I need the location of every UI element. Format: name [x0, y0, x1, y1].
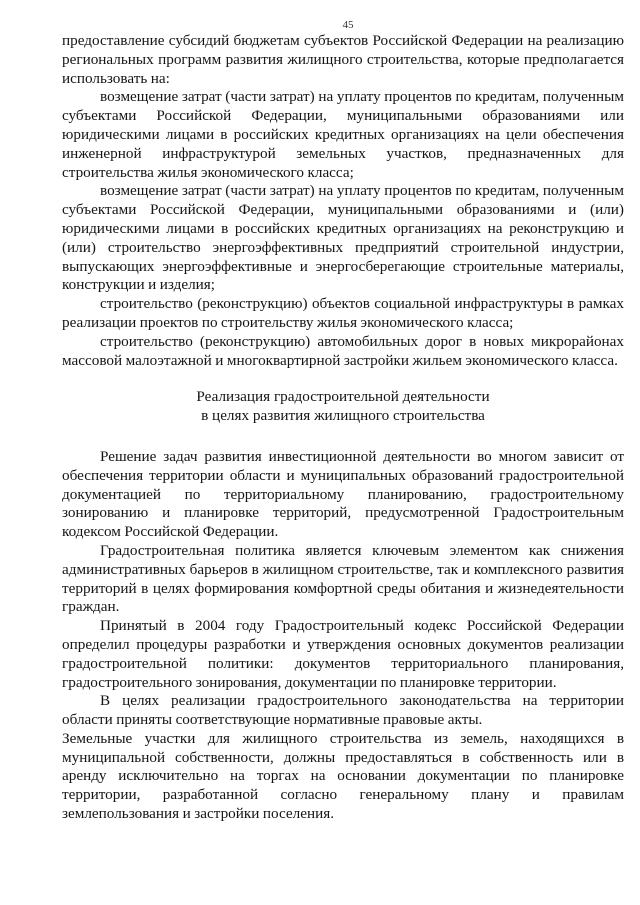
section-heading-line-1: Реализация градостроительной деятельности [196, 388, 490, 406]
body-paragraph: Принятый в 2004 году Градостроительный кодекс Российской Федерации определил процедуры разработки и утверждения основных документов реализации градостроительной политики: документов территориального планирования, градостроительного зонирования, документации по планировке территории. [62, 617, 624, 691]
list-item: строительство (реконструкцию) объектов социальной инфраструктуры в рамках реализации проектов по строительству жилья экономического класса; [62, 295, 624, 331]
list-item: возмещение затрат (части затрат) на уплату процентов по кредитам, полученным субъектами Российской Федерации, муниципальными образованиями или юридическими лицами в российских кредитных организациях на цели обеспечения инженерной инфраструктурой земельных участков, предназначенных для строительства жилья экономического класса; [62, 88, 624, 181]
body-paragraph: В целях реализации градостроительного законодательства на территории области приняты соответствующие нормативные правовые акты. [62, 692, 624, 729]
body-paragraph: Градостроительная политика является ключевым элементом как снижения административных барьеров в жилищном строительстве, так и комплексного развития территорий в целях формирования комфортной среды обитания и жизнедеятельности граждан. [62, 541, 624, 616]
page-number: 45 [342, 19, 354, 31]
list-item: возмещение затрат (части затрат) на уплату процентов по кредитам, полученным субъектами Российской Федерации, муниципальными образованиями и (или) юридическими лицами в российских кредитных организациях на реконструкцию и (или) строительство энергоэффективных предприятий строительной индустрии, выпускающих энергоэффективные и энергосберегающие строительные материалы, конструкции и изделия; [62, 182, 624, 294]
body-paragraph: Решение задач развития инвестиционной деятельности во многом зависит от обеспечения территории области и муниципальных образований градостроительной документацией по территориальному планированию, градостроительному зонированию и планировке территорий, предусмотренной Градостроительным кодексом Российской Федерации. [62, 447, 624, 541]
list-item: строительство (реконструкцию) автомобильных дорог в новых микрорайонах массовой малоэтажной и многоквартирной застройки жильем экономического класса. [62, 332, 624, 369]
section-heading [62, 388, 624, 426]
document-page [62, 18, 624, 824]
section-heading-line-2: в целях развития жилищного строительства [201, 407, 485, 425]
final-paragraph: Земельные участки для жилищного строительства из земель, находящихся в муниципальной собственности, должны предоставляться в собственность или в аренду исключительно на торгах на основании документации по планировке территории, разработанной согласно генеральному плану и правилам землепользования и застройки поселения. [62, 729, 624, 823]
intro-paragraph: предоставление субсидий бюджетам субъектов Российской Федерации на реализацию региональных программ развития жилищного строительства, которые предполагается использовать на: [62, 32, 624, 87]
